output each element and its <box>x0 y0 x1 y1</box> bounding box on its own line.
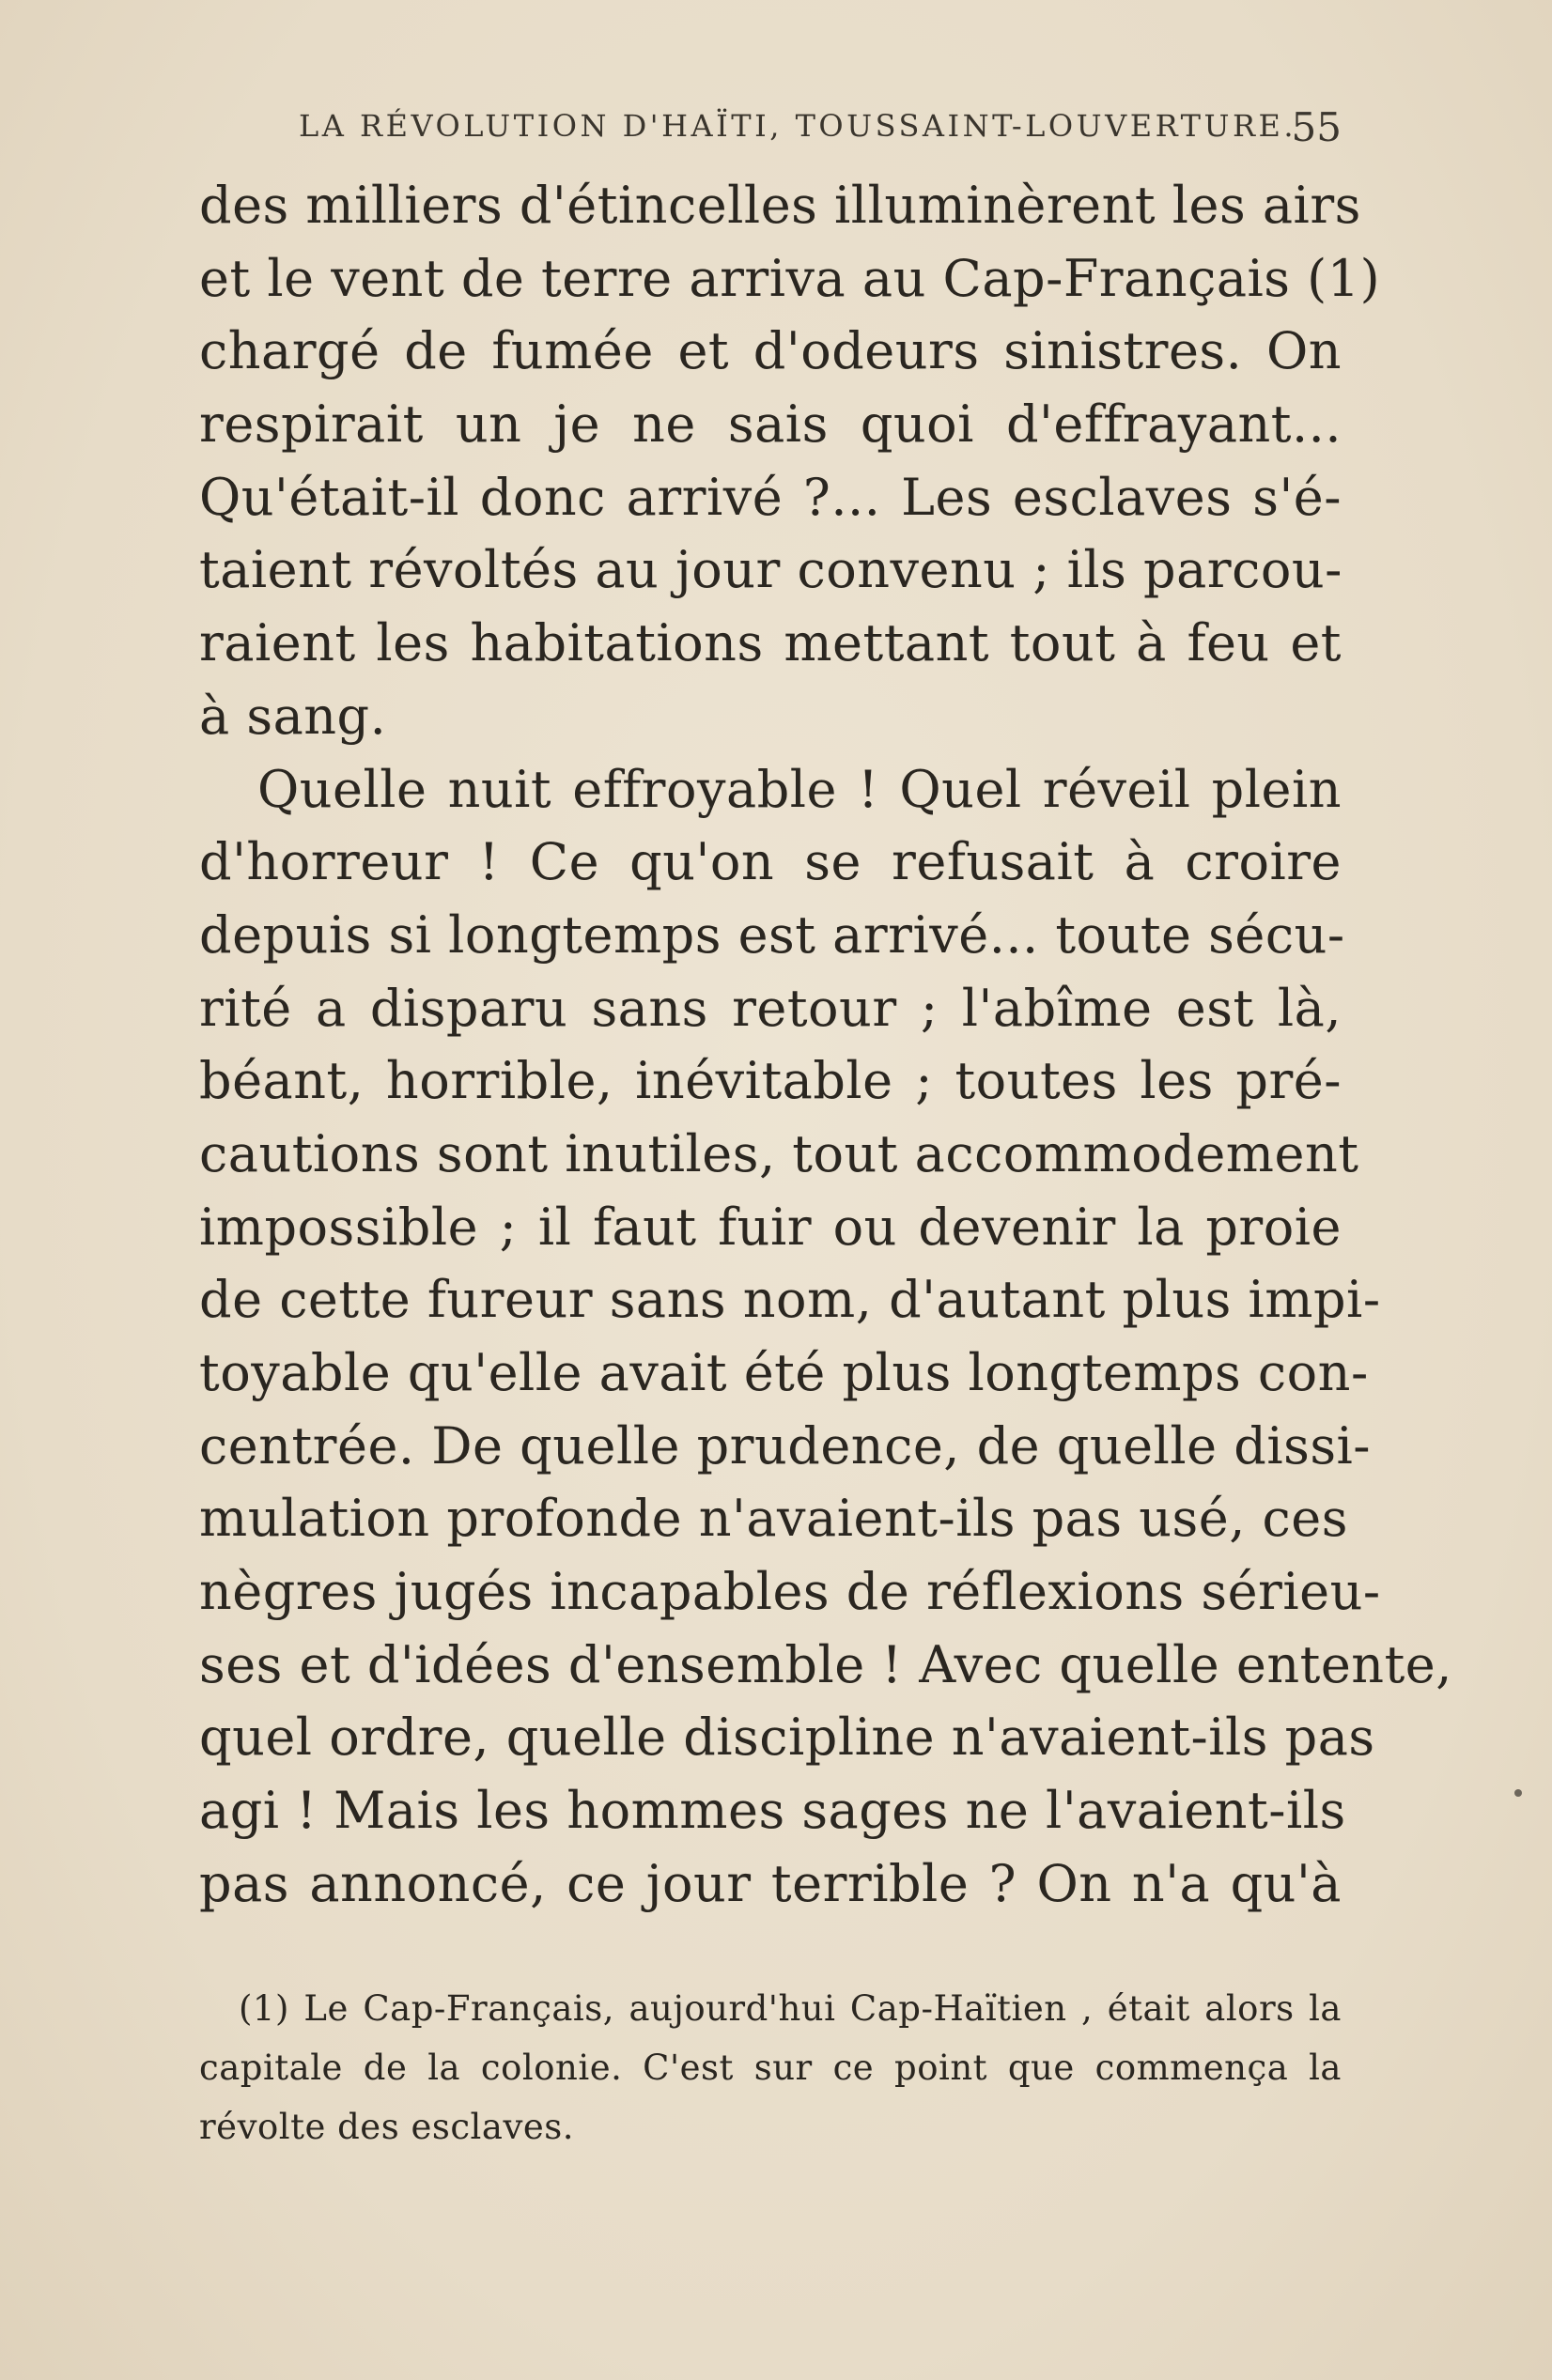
text-line: Qu'était-il donc arrivé ?... Les esclaves s'é- <box>199 467 1342 527</box>
text-line: taient révoltés au jour convenu ; ils parcou- <box>199 540 1342 600</box>
text-line: des milliers d'étincelles illuminèrent les airs <box>199 176 1361 235</box>
text-line: quel ordre, quelle discipline n'avaient-ils pas <box>199 1708 1375 1768</box>
text-line: rité a disparu sans retour ; l'abîme est là, <box>199 978 1342 1038</box>
text-line: de cette fureur sans nom, d'autant plus impi- <box>199 1270 1381 1330</box>
text-line: impossible ; il faut fuir ou devenir la proie <box>199 1197 1342 1257</box>
running-head <box>299 104 1342 155</box>
footnote <box>199 1979 1342 2156</box>
ink-speck <box>1514 1789 1522 1797</box>
text-line: centrée. De quelle prudence, de quelle dissi- <box>199 1415 1372 1476</box>
running-title: LA RÉVOLUTION D'HAÏTI, TOUSSAINT-LOUVERTURE. <box>299 108 1297 144</box>
text-line: à sang. <box>199 686 387 746</box>
text-line: raient les habitations mettant tout à feu et <box>199 613 1342 673</box>
text-line: chargé de fumée et d'odeurs sinistres. On <box>199 321 1342 381</box>
body-text <box>199 169 1452 1921</box>
text-line: d'horreur ! Ce qu'on se refusait à croire <box>199 832 1342 892</box>
text-line: Quelle nuit effroyable ! Quel réveil plein <box>257 759 1342 819</box>
text-line: toyable qu'elle avait été plus longtemps con- <box>199 1343 1369 1402</box>
text-line: pas annoncé, ce jour terrible ? On n'a qu'à <box>199 1853 1342 1913</box>
text-line: cautions sont inutiles, tout accommodement <box>199 1123 1359 1183</box>
text-line: béant, horrible, inévitable ; toutes les pré- <box>199 1051 1342 1111</box>
footnote-line: révolte des esclaves. <box>199 2107 574 2147</box>
text-line: mulation profonde n'avaient-ils pas usé, ces <box>199 1489 1348 1549</box>
text-line: et le vent de terre arriva au Cap-Français (1) <box>199 248 1381 308</box>
text-line: depuis si longtemps est arrivé... toute sécu- <box>199 904 1345 965</box>
footnote-line: capitale de la colonie. C'est sur ce point que commença la <box>199 2048 1342 2088</box>
text-line: agi ! Mais les hommes sages ne l'avaient-ils <box>199 1781 1346 1841</box>
text-line: nègres jugés incapables de réflexions sérieu- <box>199 1562 1381 1622</box>
text-line: ses et d'idées d'ensemble ! Avec quelle entente, <box>199 1634 1452 1694</box>
text-line: respirait un je ne sais quoi d'effrayant... <box>199 394 1342 455</box>
footnote-line: (1) Le Cap-Français, aujourd'hui Cap-Haïtien , était alors la <box>239 1988 1342 2029</box>
page-number: 55 <box>1291 104 1342 150</box>
